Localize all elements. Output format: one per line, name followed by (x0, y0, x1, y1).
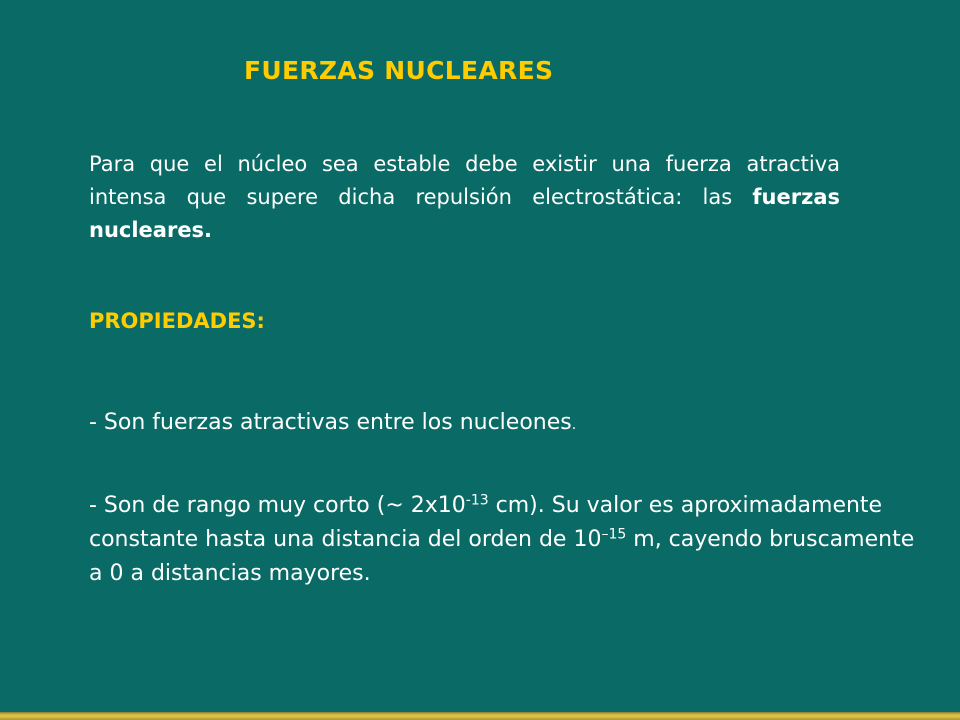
property-1-trailing-dot: . (571, 417, 577, 433)
property-2-text-part1: - Son de rango muy corto (~ 2x10 (89, 493, 466, 518)
intro-paragraph (89, 148, 840, 247)
intro-text: Para que el núcleo sea estable debe existir una fuerza atractiva intensa que supere dicha repulsión electrostática: las (89, 152, 840, 209)
property-2-text-part3: m, cayendo bruscamente a 0 a distancias mayores. (89, 527, 915, 586)
property-2-exponent-1: -13 (465, 492, 489, 509)
property-item-1 (89, 406, 929, 442)
property-item-2 (89, 489, 929, 591)
bottom-accent-bar (0, 712, 960, 720)
property-2-text-part2: cm). Su valor es aproximadamente constante hasta una distancia del orden de 10 (89, 493, 883, 552)
intro-bold-term: fuerzas nucleares. (89, 185, 840, 242)
property-1-text: - Son fuerzas atractivas entre los nucleones (89, 410, 572, 435)
property-2-exponent-2: –15 (601, 526, 627, 543)
section-heading-properties: PROPIEDADES: (89, 309, 265, 333)
slide-title: FUERZAS NUCLEARES (244, 56, 554, 85)
